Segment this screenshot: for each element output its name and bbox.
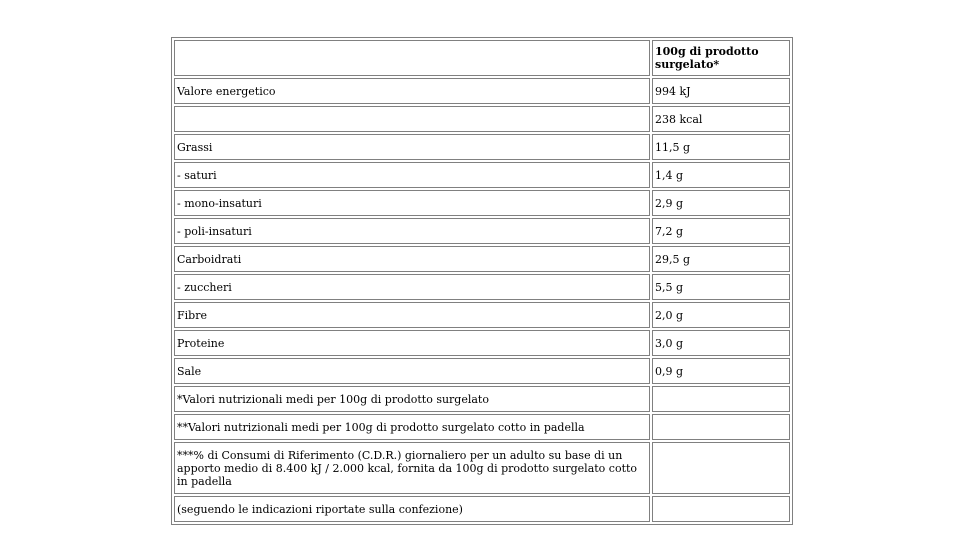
nutrient-label: Valore energetico	[174, 78, 650, 104]
table-row	[174, 190, 790, 216]
nutrient-label: - mono-insaturi	[174, 190, 650, 216]
table-row	[174, 274, 790, 300]
table-row	[174, 134, 790, 160]
nutrient-value: 11,5 g	[652, 134, 790, 160]
nutrient-value: 29,5 g	[652, 246, 790, 272]
table-row	[174, 78, 790, 104]
table-header-row	[174, 40, 790, 76]
note-text: ***% di Consumi di Riferimento (C.D.R.) giornaliero per un adulto su base di un apporto medio di 8.400 kJ / 2.000 kcal, fornita da 100g di prodotto surgelato cotto in padella	[174, 442, 650, 494]
nutrition-table-container	[171, 37, 789, 525]
nutrient-label: - zuccheri	[174, 274, 650, 300]
nutrient-value: 1,4 g	[652, 162, 790, 188]
note-value	[652, 442, 790, 494]
table-row	[174, 358, 790, 384]
nutrient-label: - saturi	[174, 162, 650, 188]
table-row	[174, 106, 790, 132]
nutrient-value: 2,0 g	[652, 302, 790, 328]
nutrient-value: 238 kcal	[652, 106, 790, 132]
nutrition-table	[171, 37, 793, 525]
nutrient-label	[174, 106, 650, 132]
note-row	[174, 414, 790, 440]
nutrient-value: 2,9 g	[652, 190, 790, 216]
note-row	[174, 386, 790, 412]
nutrient-label: Grassi	[174, 134, 650, 160]
table-row	[174, 246, 790, 272]
nutrient-label: Carboidrati	[174, 246, 650, 272]
nutrient-value: 3,0 g	[652, 330, 790, 356]
header-value-cell: 100g di prodotto surgelato*	[652, 40, 790, 76]
table-row	[174, 302, 790, 328]
note-value	[652, 414, 790, 440]
nutrient-label: - poli-insaturi	[174, 218, 650, 244]
note-value	[652, 386, 790, 412]
nutrient-value: 7,2 g	[652, 218, 790, 244]
nutrient-value: 5,5 g	[652, 274, 790, 300]
note-text: (seguendo le indicazioni riportate sulla confezione)	[174, 496, 650, 522]
nutrient-label: Sale	[174, 358, 650, 384]
nutrient-label: Fibre	[174, 302, 650, 328]
table-row	[174, 162, 790, 188]
nutrient-value: 0,9 g	[652, 358, 790, 384]
note-text: **Valori nutrizionali medi per 100g di prodotto surgelato cotto in padella	[174, 414, 650, 440]
nutrient-value: 994 kJ	[652, 78, 790, 104]
header-label-cell	[174, 40, 650, 76]
table-row	[174, 218, 790, 244]
nutrient-label: Proteine	[174, 330, 650, 356]
note-row	[174, 496, 790, 522]
note-row	[174, 442, 790, 494]
note-text: *Valori nutrizionali medi per 100g di prodotto surgelato	[174, 386, 650, 412]
table-row	[174, 330, 790, 356]
note-value	[652, 496, 790, 522]
